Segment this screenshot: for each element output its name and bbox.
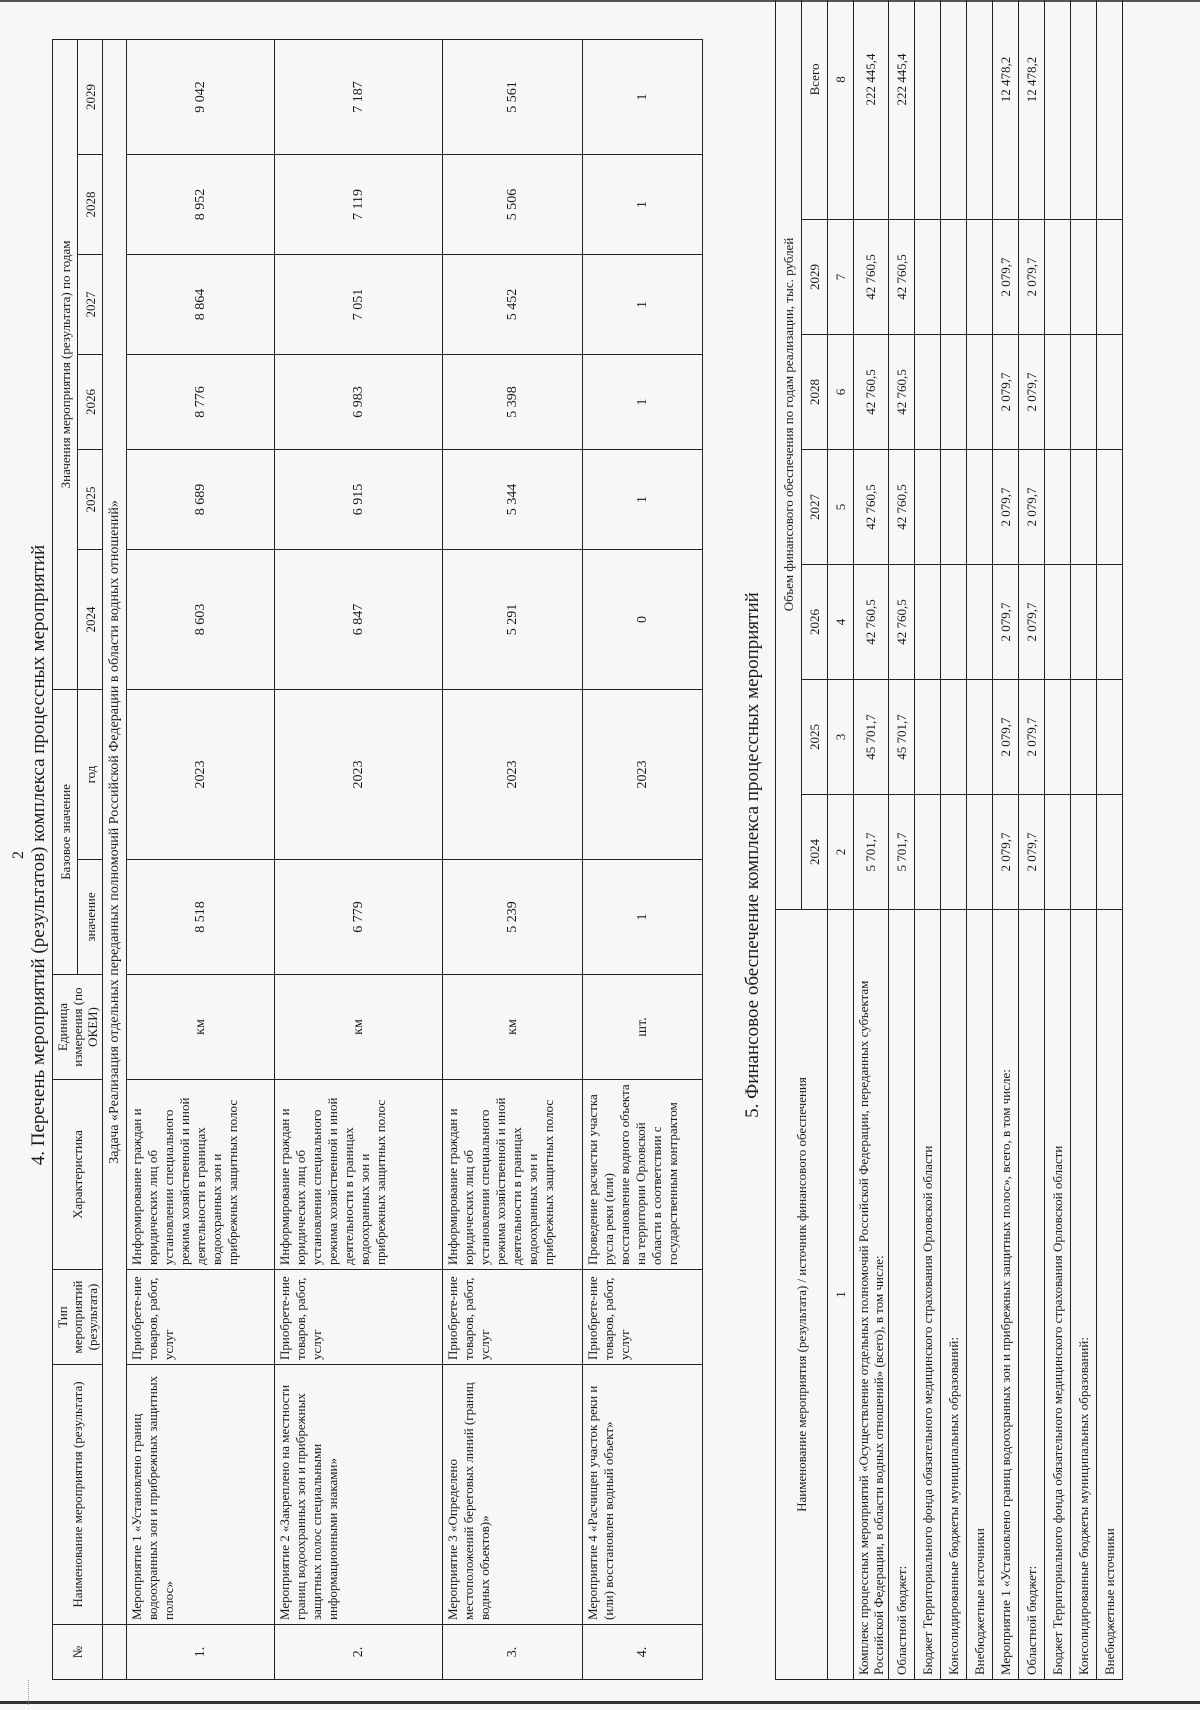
fin-row [915, 0, 941, 1680]
fin-row-name: Бюджет Территориального фонда обязательного медицинского страхования Орловской области [915, 910, 941, 1680]
row-value: 6 847 [275, 549, 443, 689]
row-type: Приобрете-ние товаров, работ, услуг [443, 1270, 583, 1365]
row-value: 5 506 [443, 154, 583, 254]
fin-row [993, 0, 1019, 1680]
fin-row-value [1045, 0, 1071, 220]
section4-title: 4. Перечень мероприятий (результатов) комплекса процессных мероприятий [28, 544, 49, 1166]
row-name: Мероприятие 2 «Закреплено на местности границ водоохранных зон и прибрежных защитных полос специальными информационными знаками» [275, 1365, 443, 1625]
col-unit: Единица измерения (по ОКЕИ) [53, 975, 103, 1080]
row-type: Приобрете-ние товаров, работ, услуг [583, 1270, 703, 1365]
row-value: 8 689 [127, 449, 275, 549]
fin-row-value [941, 450, 967, 565]
fin-col-total: Всего [802, 0, 828, 220]
row-value: 1 [583, 154, 703, 254]
fin-row-value [967, 450, 993, 565]
col-values-by-year: Значения мероприятия (результата) по годам [53, 39, 78, 689]
fin-row-value [915, 0, 941, 220]
row-name: Мероприятие 3 «Определено местоположений береговых линий (границ водных объектов)» [443, 1365, 583, 1625]
fin-row-value [915, 680, 941, 795]
fin-row-value: 2 079,7 [1019, 335, 1045, 450]
row-unit: км [127, 975, 275, 1080]
task-spacer [103, 1625, 127, 1680]
fin-row-value: 2 079,7 [993, 680, 1019, 795]
fin-row-value: 5 701,7 [889, 795, 915, 910]
fin-col-number: 3 [828, 680, 854, 795]
fin-row [967, 0, 993, 1680]
fin-row-value [915, 220, 941, 335]
row-base-year: 2023 [583, 689, 703, 859]
row-base-value: 1 [583, 860, 703, 975]
task-row: Задача «Реализация отдельных переданных полномочий Российской Федерации в области водных отношений» [103, 39, 127, 1624]
fin-row-value [1071, 335, 1097, 450]
row-base-year: 2023 [275, 689, 443, 859]
fin-row-value: 2 079,7 [1019, 220, 1045, 335]
fin-row-value [967, 220, 993, 335]
fin-row-value: 2 079,7 [993, 450, 1019, 565]
row-value: 5 344 [443, 449, 583, 549]
fin-row-value: 42 760,5 [854, 450, 889, 565]
row-type: Приобрете-ние товаров, работ, услуг [127, 1270, 275, 1365]
page-number: 2 [10, 851, 27, 859]
fin-row-name: Областной бюджет: [889, 910, 915, 1680]
row-value: 1 [583, 449, 703, 549]
fin-row-value [1097, 450, 1123, 565]
fin-col-number: 5 [828, 450, 854, 565]
fin-row-name: Внебюджетные источники [1097, 910, 1123, 1680]
col-name: Наименование мероприятия (результата) [53, 1365, 103, 1625]
fin-col-number: 8 [828, 0, 854, 220]
row-value: 7 051 [275, 254, 443, 354]
fin-row [1071, 0, 1097, 1680]
col-characteristic: Характеристика [53, 1080, 103, 1270]
fin-row-value [941, 220, 967, 335]
fin-col-year: 2027 [802, 450, 828, 565]
row-unit: км [275, 975, 443, 1080]
fin-col-year: 2026 [802, 565, 828, 680]
fin-row-value [1071, 0, 1097, 220]
fin-row-value [1097, 795, 1123, 910]
row-type: Приобрете-ние товаров, работ, услуг [275, 1270, 443, 1365]
fin-row-value [967, 565, 993, 680]
fin-row-value [1097, 565, 1123, 680]
fin-col-number: 6 [828, 335, 854, 450]
fin-row-value [967, 795, 993, 910]
table-row [127, 39, 275, 1679]
fin-row-value: 2 079,7 [1019, 795, 1045, 910]
fin-row-value [967, 0, 993, 220]
row-value: 8 776 [127, 354, 275, 449]
row-name: Мероприятие 4 «Расчищен участок реки и (или) восстановлен водный объект» [583, 1365, 703, 1625]
row-characteristic: Информирование граждан и юридических лиц об установлении специального режима хозяйственной и иной деятельности в границах водоохранных зон и прибрежных защитных полос [443, 1080, 583, 1270]
row-base-value: 5 239 [443, 860, 583, 975]
col-no: № [53, 1625, 103, 1680]
row-value: 1 [583, 354, 703, 449]
fin-col-number: 4 [828, 565, 854, 680]
fin-row-value [1045, 795, 1071, 910]
fin-row-value: 2 079,7 [1019, 680, 1045, 795]
fin-col-volume: Объем финансового обеспечения по годам реализации, тыс. рублей [776, 0, 802, 910]
fin-row [1045, 0, 1071, 1680]
fin-row-value [967, 680, 993, 795]
fin-row-value [941, 680, 967, 795]
fin-row-value [1045, 680, 1071, 795]
fin-row-value: 12 478,2 [1019, 0, 1045, 220]
row-value: 7 187 [275, 39, 443, 154]
measures-table [52, 39, 703, 1680]
row-value: 8 864 [127, 254, 275, 354]
fin-row-value: 42 760,5 [889, 450, 915, 565]
row-base-year: 2023 [443, 689, 583, 859]
fin-row-value [915, 335, 941, 450]
row-unit: шт. [583, 975, 703, 1080]
fin-row-value [1097, 220, 1123, 335]
fin-row-value: 42 760,5 [889, 565, 915, 680]
row-unit: км [443, 975, 583, 1080]
fin-row-value [915, 795, 941, 910]
row-characteristic: Проведение расчистки участка русла реки (или) восстановление водного объекта на территории Орловской области в соответствии с государственным контрактом [583, 1080, 703, 1270]
col-year: 2029 [78, 39, 103, 154]
fin-col-number: 7 [828, 220, 854, 335]
row-value: 5 561 [443, 39, 583, 154]
row-no: 3. [443, 1625, 583, 1680]
fin-col-year: 2025 [802, 680, 828, 795]
fin-row-name: Консолидированные бюджеты муниципальных образований: [1071, 910, 1097, 1680]
row-value: 6 983 [275, 354, 443, 449]
fin-col-number: 2 [828, 795, 854, 910]
fin-row-value [915, 565, 941, 680]
row-value: 1 [583, 254, 703, 354]
fin-row-value: 2 079,7 [993, 795, 1019, 910]
fin-row-value [1045, 450, 1071, 565]
fin-col-year: 2028 [802, 335, 828, 450]
fin-row-value: 42 760,5 [854, 220, 889, 335]
fin-row-value: 5 701,7 [854, 795, 889, 910]
fin-col-year: 2029 [802, 220, 828, 335]
fin-row-value: 42 760,5 [854, 565, 889, 680]
fin-row-value [1071, 565, 1097, 680]
col-type: Тип мероприятий (результата) [53, 1270, 103, 1365]
fin-row-value: 42 760,5 [889, 335, 915, 450]
row-characteristic: Информирование граждан и юридических лиц об установлении специального режима хозяйственной и иной деятельности в границах водоохранных зон и прибрежных защитных полос [275, 1080, 443, 1270]
col-year: 2025 [78, 449, 103, 549]
row-value: 8 952 [127, 154, 275, 254]
row-value: 1 [583, 39, 703, 154]
fin-row-value: 2 079,7 [1019, 450, 1045, 565]
fin-row-value [941, 795, 967, 910]
row-base-value: 6 779 [275, 860, 443, 975]
fin-row-value: 2 079,7 [993, 565, 1019, 680]
fin-row-value: 45 701,7 [889, 680, 915, 795]
fin-row-value [1097, 0, 1123, 220]
fin-row-value [915, 450, 941, 565]
col-year: 2024 [78, 549, 103, 689]
fin-row-value: 2 079,7 [1019, 565, 1045, 680]
row-value: 8 603 [127, 549, 275, 689]
fin-row-name: Областной бюджет: [1019, 910, 1045, 1680]
fin-row-name: Консолидированные бюджеты муниципальных образований: [941, 910, 967, 1680]
row-no: 1. [127, 1625, 275, 1680]
row-value: 5 291 [443, 549, 583, 689]
col-base: Базовое значение [53, 689, 78, 974]
fin-row-value [941, 0, 967, 220]
col-year: 2028 [78, 154, 103, 254]
table-row [275, 39, 443, 1679]
row-no: 2. [275, 1625, 443, 1680]
table-row [583, 39, 703, 1679]
fin-row-value [1045, 220, 1071, 335]
row-characteristic: Информирование граждан и юридических лиц об установлении специального режима хозяйственной и иной деятельности в границах водоохранных зон и прибрежных защитных полос [127, 1080, 275, 1270]
section5-title: 5. Финансовое обеспечение комплекса процессных мероприятий [742, 592, 763, 1118]
row-value: 5 452 [443, 254, 583, 354]
row-value: 7 119 [275, 154, 443, 254]
fin-row-value [967, 335, 993, 450]
row-value: 9 042 [127, 39, 275, 154]
fin-row [941, 0, 967, 1680]
row-value: 5 398 [443, 354, 583, 449]
fin-row-value: 2 079,7 [993, 220, 1019, 335]
table-row [443, 39, 583, 1679]
fin-row-name: Комплекс процессных мероприятий «Осуществление отдельных полномочий Российской Федерации, переданных субъектам Российской Федерации, в области водных отношений» (всего), в том числе: [854, 910, 889, 1680]
fin-row-value: 42 760,5 [854, 335, 889, 450]
fin-row-value [1071, 795, 1097, 910]
fin-row-value: 222 445,4 [854, 0, 889, 220]
fin-row-value [941, 335, 967, 450]
fin-row-value [1045, 335, 1071, 450]
fin-col-number: 1 [828, 910, 854, 1680]
fin-col-year: 2024 [802, 795, 828, 910]
col-year: 2027 [78, 254, 103, 354]
row-base-value: 8 518 [127, 860, 275, 975]
fin-row-value: 45 701,7 [854, 680, 889, 795]
financing-table [775, 0, 1123, 1680]
fin-row-value [1097, 680, 1123, 795]
row-name: Мероприятие 1 «Установлено границ водоохранных зон и прибрежных защитных полос» [127, 1365, 275, 1625]
fin-row-value [941, 565, 967, 680]
row-value: 6 915 [275, 449, 443, 549]
fin-row-value [1071, 450, 1097, 565]
fin-row-name: Мероприятие 1 «Установлено границ водоохранных зон и прибрежных защитных полос», всего, в том числе: [993, 910, 1019, 1680]
fin-row [1097, 0, 1123, 1680]
fin-row-value [1071, 680, 1097, 795]
row-base-year: 2023 [127, 689, 275, 859]
fin-row-value [1097, 335, 1123, 450]
fin-col-name: Наименование мероприятия (результата) / источник финансового обеспечения [776, 910, 828, 1680]
fin-row-value [1071, 220, 1097, 335]
fin-row [1019, 0, 1045, 1680]
col-base-year: год [78, 689, 103, 859]
col-year: 2026 [78, 354, 103, 449]
fin-row [889, 0, 915, 1680]
fin-row-name: Бюджет Территориального фонда обязательного медицинского страхования Орловской области [1045, 910, 1071, 1680]
fin-row [854, 0, 889, 1680]
fin-row-value: 222 445,4 [889, 0, 915, 220]
fin-row-value [1045, 565, 1071, 680]
col-base-value: значение [78, 860, 103, 975]
fin-row-value: 12 478,2 [993, 0, 1019, 220]
fin-row-name: Внебюджетные источники [967, 910, 993, 1680]
row-value: 0 [583, 549, 703, 689]
fin-row-value: 2 079,7 [993, 335, 1019, 450]
fin-row-value: 42 760,5 [889, 220, 915, 335]
row-no: 4. [583, 1625, 703, 1680]
